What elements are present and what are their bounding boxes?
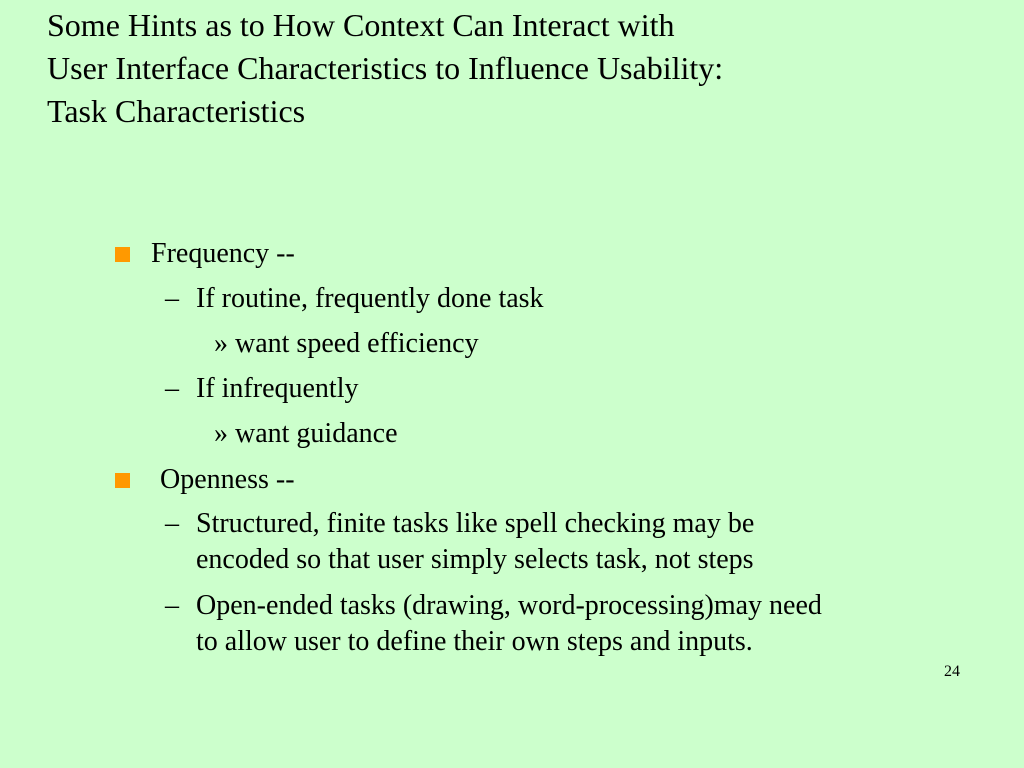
dash-icon: – [165, 373, 179, 404]
subitem-structured-line-2: encoded so that user simply selects task, not steps [196, 544, 754, 575]
subitem-infrequently: If infrequently [196, 373, 359, 404]
title-line-2: User Interface Characteristics to Influence Usability: [47, 50, 724, 86]
detail-speed-efficiency: » want speed efficiency [214, 328, 479, 359]
dash-icon: – [165, 508, 179, 539]
subitem-structured-line-1: Structured, finite tasks like spell checking may be [196, 508, 755, 539]
title-line-1: Some Hints as to How Context Can Interact with [47, 7, 675, 43]
detail-guidance: » want guidance [214, 418, 398, 449]
bullet-openness: Openness -- [160, 464, 295, 495]
dash-icon: – [165, 590, 179, 621]
square-bullet-icon [115, 247, 130, 262]
bullet-frequency: Frequency -- [151, 238, 295, 269]
subitem-routine: If routine, frequently done task [196, 283, 544, 314]
page-number: 24 [944, 663, 960, 680]
subitem-open-ended-line-2: to allow user to define their own steps and inputs. [196, 626, 753, 657]
subitem-open-ended-line-1: Open-ended tasks (drawing, word-processing)may need [196, 590, 822, 621]
square-bullet-icon [115, 473, 130, 488]
dash-icon: – [165, 283, 179, 314]
title-line-3: Task Characteristics [47, 93, 306, 129]
